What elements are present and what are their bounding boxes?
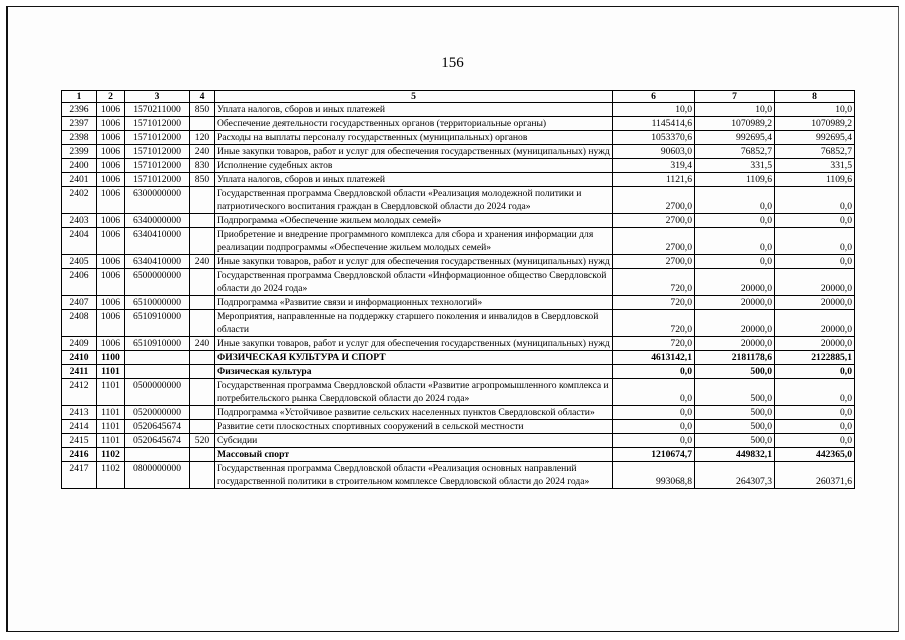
target-article-code: 1571012000: [125, 145, 190, 159]
table-row: [62, 379, 855, 406]
amount-col-6: 0,0: [613, 365, 695, 379]
amount-col-6: 1053370,6: [613, 131, 695, 145]
amount-col-6: 1145414,6: [613, 117, 695, 131]
amount-col-7: 20000,0: [695, 296, 775, 310]
amount-col-7: 500,0: [695, 434, 775, 448]
expense-type-code: [190, 379, 215, 406]
section-code: 1006: [97, 255, 125, 269]
target-article-code: 6510910000: [125, 337, 190, 351]
table-row: [62, 365, 855, 379]
amount-col-6: 10,0: [613, 103, 695, 117]
target-article-code: 6500000000: [125, 269, 190, 296]
amount-col-8: 1070989,2: [775, 117, 855, 131]
table-row: [62, 351, 855, 365]
expense-type-code: [190, 448, 215, 462]
expense-type-code: [190, 406, 215, 420]
row-name: Иные закупки товаров, работ и услуг для обеспечения государственных (муниципальных) нужд: [215, 337, 613, 351]
row-name: Развитие сети плоскостных спортивных сооружений в сельской местности: [215, 420, 613, 434]
amount-col-6: 0,0: [613, 406, 695, 420]
amount-col-6: 2700,0: [613, 255, 695, 269]
amount-col-6: 1121,6: [613, 173, 695, 187]
amount-col-8: 1109,6: [775, 173, 855, 187]
expense-type-code: 240: [190, 255, 215, 269]
expense-type-code: 520: [190, 434, 215, 448]
amount-col-6: 90603,0: [613, 145, 695, 159]
row-number: 2397: [62, 117, 97, 131]
section-code: 1006: [97, 117, 125, 131]
table-row: [62, 145, 855, 159]
row-number: 2407: [62, 296, 97, 310]
table-body: [62, 103, 855, 489]
amount-col-6: 720,0: [613, 269, 695, 296]
amount-col-7: 0,0: [695, 228, 775, 255]
section-code: 1006: [97, 173, 125, 187]
target-article-code: 1571012000: [125, 173, 190, 187]
expense-type-code: [190, 187, 215, 214]
table-row: [62, 214, 855, 228]
table-row: [62, 337, 855, 351]
col-header-2: 2: [97, 91, 125, 103]
expense-type-code: [190, 228, 215, 255]
row-number: 2415: [62, 434, 97, 448]
amount-col-7: 264307,3: [695, 462, 775, 489]
amount-col-8: 20000,0: [775, 310, 855, 337]
target-article-code: [125, 351, 190, 365]
amount-col-8: 0,0: [775, 434, 855, 448]
amount-col-7: 1070989,2: [695, 117, 775, 131]
expense-type-code: 240: [190, 145, 215, 159]
col-header-3: 3: [125, 91, 190, 103]
row-name: Исполнение судебных актов: [215, 159, 613, 173]
expense-type-code: [190, 420, 215, 434]
amount-col-8: 76852,7: [775, 145, 855, 159]
amount-col-6: 0,0: [613, 379, 695, 406]
expense-type-code: [190, 296, 215, 310]
section-code: 1101: [97, 365, 125, 379]
section-code: 1101: [97, 420, 125, 434]
row-name: Подпрограмма «Развитие связи и информационных технологий»: [215, 296, 613, 310]
amount-col-8: 0,0: [775, 365, 855, 379]
amount-col-7: 500,0: [695, 365, 775, 379]
expense-type-code: [190, 310, 215, 337]
row-number: 2403: [62, 214, 97, 228]
section-code: 1101: [97, 406, 125, 420]
table-row: [62, 296, 855, 310]
target-article-code: 6300000000: [125, 187, 190, 214]
table-header-row: [62, 91, 855, 103]
section-code: 1006: [97, 103, 125, 117]
amount-col-6: 2700,0: [613, 214, 695, 228]
expense-type-code: [190, 117, 215, 131]
target-article-code: 1571012000: [125, 117, 190, 131]
table-row: [62, 255, 855, 269]
row-name: Субсидии: [215, 434, 613, 448]
section-code: 1006: [97, 159, 125, 173]
section-code: 1102: [97, 462, 125, 489]
amount-col-8: 10,0: [775, 103, 855, 117]
table-row: [62, 406, 855, 420]
section-code: 1006: [97, 145, 125, 159]
amount-col-7: 20000,0: [695, 337, 775, 351]
amount-col-6: 1210674,7: [613, 448, 695, 462]
section-code: 1006: [97, 269, 125, 296]
amount-col-7: 500,0: [695, 406, 775, 420]
amount-col-6: 0,0: [613, 434, 695, 448]
row-number: 2400: [62, 159, 97, 173]
row-number: 2405: [62, 255, 97, 269]
amount-col-7: 500,0: [695, 420, 775, 434]
amount-col-6: 993068,8: [613, 462, 695, 489]
section-code: 1006: [97, 310, 125, 337]
row-number: 2411: [62, 365, 97, 379]
amount-col-8: 0,0: [775, 255, 855, 269]
row-number: 2404: [62, 228, 97, 255]
amount-col-7: 20000,0: [695, 310, 775, 337]
amount-col-6: 720,0: [613, 337, 695, 351]
row-number: 2417: [62, 462, 97, 489]
target-article-code: 6340410000: [125, 255, 190, 269]
amount-col-6: 2700,0: [613, 187, 695, 214]
row-name: Мероприятия, направленные на поддержку старшего поколения и инвалидов в Свердловской области: [215, 310, 613, 337]
amount-col-6: 319,4: [613, 159, 695, 173]
row-number: 2412: [62, 379, 97, 406]
row-number: 2408: [62, 310, 97, 337]
row-number: 2406: [62, 269, 97, 296]
expense-type-code: [190, 462, 215, 489]
target-article-code: 0520000000: [125, 406, 190, 420]
row-number: 2409: [62, 337, 97, 351]
section-code: 1006: [97, 131, 125, 145]
target-article-code: 0800000000: [125, 462, 190, 489]
table-row: [62, 103, 855, 117]
section-code: 1100: [97, 351, 125, 365]
target-article-code: 6510910000: [125, 310, 190, 337]
row-name: Физическая культура: [215, 365, 613, 379]
target-article-code: 0520645674: [125, 420, 190, 434]
row-number: 2416: [62, 448, 97, 462]
col-header-8: 8: [775, 91, 855, 103]
expense-type-code: 240: [190, 337, 215, 351]
row-name: ФИЗИЧЕСКАЯ КУЛЬТУРА И СПОРТ: [215, 351, 613, 365]
section-code: 1006: [97, 228, 125, 255]
target-article-code: 1571012000: [125, 131, 190, 145]
row-number: 2396: [62, 103, 97, 117]
row-number: 2410: [62, 351, 97, 365]
table-row: [62, 131, 855, 145]
row-name: Иные закупки товаров, работ и услуг для обеспечения государственных (муниципальных) нужд: [215, 145, 613, 159]
table-row: [62, 173, 855, 187]
row-name: Массовый спорт: [215, 448, 613, 462]
col-header-7: 7: [695, 91, 775, 103]
target-article-code: 1571012000: [125, 159, 190, 173]
row-name: Приобретение и внедрение программного комплекса для сбора и хранения информации для реализации подпрограммы «Обеспечение жильем молодых семей»: [215, 228, 613, 255]
col-header-1: 1: [62, 91, 97, 103]
target-article-code: 0500000000: [125, 379, 190, 406]
target-article-code: 6510000000: [125, 296, 190, 310]
table-row: [62, 228, 855, 255]
row-name: Государственная программа Свердловской области «Реализация молодежной политики и патриотического воспитания граждан в Свердловской области до 2024 года»: [215, 187, 613, 214]
amount-col-7: 0,0: [695, 255, 775, 269]
table-row: [62, 269, 855, 296]
table-row: [62, 434, 855, 448]
row-name: Государственная программа Свердловской области «Реализация основных направлений государственной политики в строительном комплексе Свердловской области до 2024 года»: [215, 462, 613, 489]
table-row: [62, 117, 855, 131]
target-article-code: 6340000000: [125, 214, 190, 228]
row-name: Уплата налогов, сборов и иных платежей: [215, 173, 613, 187]
expense-type-code: 850: [190, 173, 215, 187]
expense-type-code: [190, 365, 215, 379]
amount-col-8: 992695,4: [775, 131, 855, 145]
amount-col-8: 0,0: [775, 406, 855, 420]
row-name: Обеспечение деятельности государственных органов (территориальные органы): [215, 117, 613, 131]
amount-col-7: 0,0: [695, 214, 775, 228]
section-code: 1006: [97, 187, 125, 214]
expense-type-code: [190, 269, 215, 296]
row-name: Уплата налогов, сборов и иных платежей: [215, 103, 613, 117]
amount-col-7: 1109,6: [695, 173, 775, 187]
row-name: Подпрограмма «Обеспечение жильем молодых семей»: [215, 214, 613, 228]
section-code: 1101: [97, 379, 125, 406]
row-number: 2398: [62, 131, 97, 145]
amount-col-6: 0,0: [613, 420, 695, 434]
table-row: [62, 462, 855, 489]
amount-col-7: 992695,4: [695, 131, 775, 145]
amount-col-7: 2181178,6: [695, 351, 775, 365]
amount-col-8: 0,0: [775, 214, 855, 228]
row-number: 2399: [62, 145, 97, 159]
amount-col-7: 20000,0: [695, 269, 775, 296]
row-number: 2402: [62, 187, 97, 214]
row-name: Расходы на выплаты персоналу государственных (муниципальных) органов: [215, 131, 613, 145]
target-article-code: 6340410000: [125, 228, 190, 255]
row-name: Иные закупки товаров, работ и услуг для обеспечения государственных (муниципальных) нужд: [215, 255, 613, 269]
target-article-code: [125, 448, 190, 462]
amount-col-6: 2700,0: [613, 228, 695, 255]
target-article-code: [125, 365, 190, 379]
expense-type-code: 120: [190, 131, 215, 145]
amount-col-8: 0,0: [775, 228, 855, 255]
amount-col-7: 500,0: [695, 379, 775, 406]
col-header-4: 4: [190, 91, 215, 103]
col-header-5: 5: [215, 91, 613, 103]
amount-col-8: 0,0: [775, 187, 855, 214]
table-row: [62, 159, 855, 173]
page-number: 156: [441, 55, 464, 71]
row-number: 2413: [62, 406, 97, 420]
amount-col-8: 20000,0: [775, 296, 855, 310]
table-row: [62, 310, 855, 337]
amount-col-7: 76852,7: [695, 145, 775, 159]
amount-col-8: 20000,0: [775, 269, 855, 296]
table-row: [62, 187, 855, 214]
amount-col-8: 0,0: [775, 379, 855, 406]
col-header-6: 6: [613, 91, 695, 103]
expense-type-code: 830: [190, 159, 215, 173]
section-code: 1101: [97, 434, 125, 448]
amount-col-8: 20000,0: [775, 337, 855, 351]
section-code: 1006: [97, 214, 125, 228]
amount-col-7: 331,5: [695, 159, 775, 173]
row-name: Государственная программа Свердловской области «Информационное общество Свердловской области до 2024 года»: [215, 269, 613, 296]
amount-col-8: 442365,0: [775, 448, 855, 462]
amount-col-8: 331,5: [775, 159, 855, 173]
amount-col-8: 260371,6: [775, 462, 855, 489]
target-article-code: 1570211000: [125, 103, 190, 117]
amount-col-6: 720,0: [613, 310, 695, 337]
amount-col-6: 720,0: [613, 296, 695, 310]
amount-col-7: 0,0: [695, 187, 775, 214]
row-name: Подпрограмма «Устойчивое развитие сельских населенных пунктов Свердловской области»: [215, 406, 613, 420]
row-name: Государственная программа Свердловской области «Развитие агропромышленного комплекса и потребительского рынка Свердловской области до 2024 года»: [215, 379, 613, 406]
amount-col-7: 449832,1: [695, 448, 775, 462]
table-row: [62, 420, 855, 434]
row-number: 2401: [62, 173, 97, 187]
target-article-code: 0520645674: [125, 434, 190, 448]
table-row: [62, 448, 855, 462]
amount-col-6: 4613142,1: [613, 351, 695, 365]
expense-type-code: [190, 214, 215, 228]
amount-col-8: 2122885,1: [775, 351, 855, 365]
amount-col-7: 10,0: [695, 103, 775, 117]
budget-table: [61, 90, 855, 489]
section-code: 1006: [97, 337, 125, 351]
row-number: 2414: [62, 420, 97, 434]
amount-col-8: 0,0: [775, 420, 855, 434]
section-code: 1006: [97, 296, 125, 310]
section-code: 1102: [97, 448, 125, 462]
expense-type-code: 850: [190, 103, 215, 117]
expense-type-code: [190, 351, 215, 365]
